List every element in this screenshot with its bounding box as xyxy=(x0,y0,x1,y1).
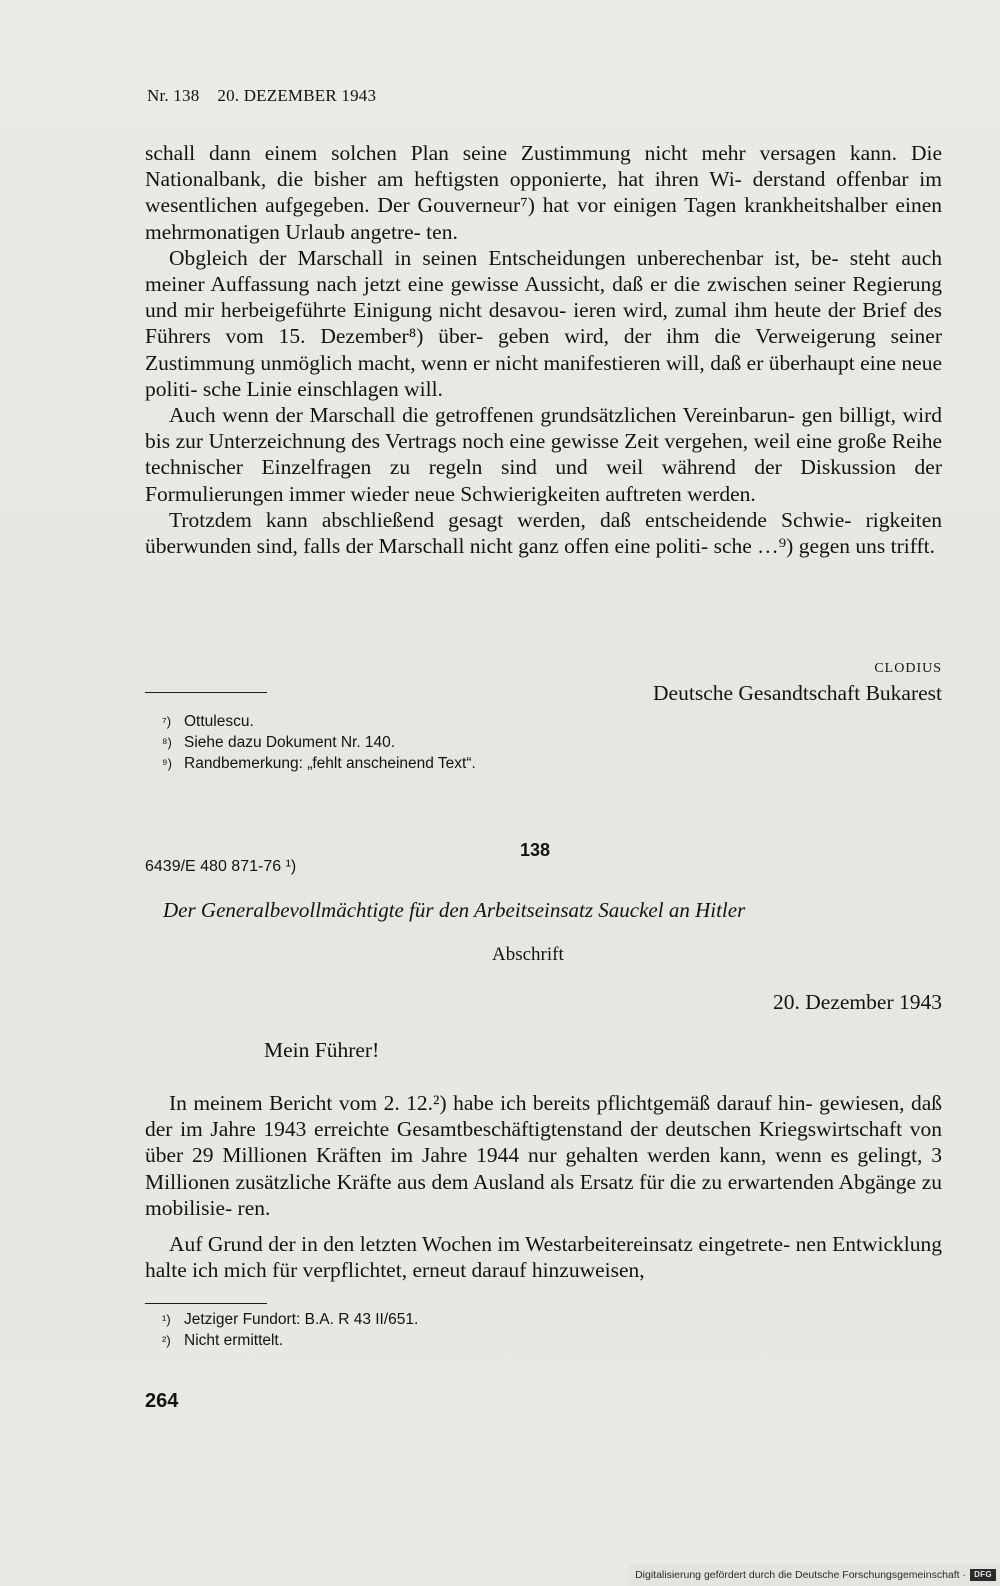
copy-label: Abschrift xyxy=(492,944,564,965)
footnote-text: Siehe dazu Dokument Nr. 140. xyxy=(184,734,396,751)
paragraph: Trotzdem kann abschließend gesagt werden, daß entscheidende Schwie- rigkeiten überwunden sind, falls der Marschall nicht ganz offen eine politi- sche …⁹) gegen uns trifft. xyxy=(145,507,942,559)
footnote xyxy=(162,1330,418,1351)
footnote-text: Nicht ermittelt. xyxy=(184,1332,284,1349)
salutation: Mein Führer! xyxy=(264,1038,380,1062)
footnote-text: Jetziger Fundort: B.A. R 43 II/651. xyxy=(184,1311,419,1328)
signature: CLODIUS xyxy=(874,661,942,676)
footnote-mark: ⁸) xyxy=(162,735,172,750)
page-number: 264 xyxy=(145,1390,179,1412)
archive-reference: 6439/E 480 871-76 ¹) xyxy=(145,858,297,875)
document-title: Der Generalbevollmächtigte für den Arbeitseinsatz Sauckel an Hitler xyxy=(163,898,746,922)
document-number: 138 xyxy=(520,840,551,860)
credit-text: Digitalisierung gefördert durch die Deutsche Forschungsgemeinschaft · xyxy=(635,1569,966,1581)
paragraph: In meinem Bericht vom 2. 12.²) habe ich bereits pflichtgemäß darauf hin- gewiesen, daß der im Jahre 1943 erreichte Gesamtbeschäftigtenstand der deutschen Kriegswirtschaft von über 29 Millionen Kräften im Jahre 1944 nur gehalten werden kann, wenn es gelingt, 3 Millionen zusätzliche Kräfte aus dem Ausland als Ersatz für die zu erwartenden Abgänge zu mobilisie- ren. xyxy=(145,1091,942,1220)
footnote-mark: ²) xyxy=(162,1333,171,1348)
footnote-text: Randbemerkung: „fehlt anscheinend Text“. xyxy=(184,755,476,772)
footnote-mark: ⁷) xyxy=(162,714,172,729)
footnote-mark: ¹) xyxy=(162,1312,171,1327)
paragraph: Obgleich der Marschall in seinen Entscheidungen unberechenbar ist, be- steht auch meiner Auffassung nach jetzt eine gewisse Aussicht, daß er die zwischen seiner Regierung und mir herbeigeführte Einigung nicht desavou- ieren wird, zumal ihm heute der Brief des Führers vom 15. Dezember⁸) über- geben wird, der ihm die Verweigerung seiner Zustimmung unmöglich macht, wenn er nicht manifestieren will, daß er überhaupt eine neue politi- sche Linie einschlagen will. xyxy=(145,245,942,401)
footnote xyxy=(162,1309,418,1330)
running-head xyxy=(147,86,376,106)
footnote-divider xyxy=(145,1303,267,1304)
legation-line: Deutsche Gesandtschaft Bukarest xyxy=(653,681,942,705)
document-body xyxy=(145,1090,942,1283)
header-doc-ref: Nr. 138 xyxy=(147,86,200,105)
paragraph: Auch wenn der Marschall die getroffenen grundsätzlichen Vereinbarun- gen billigt, wird bis zur Unterzeichnung des Vertrags noch eine gewisse Zeit vergehen, weil eine große Reihe technischer Einzelfragen zu regeln sind und weil während der Diskussion der Formulierungen immer wieder neue Schwierigkeiten auftreten werden. xyxy=(145,403,942,506)
previous-document-footnotes xyxy=(162,711,476,774)
footnote xyxy=(162,753,476,774)
footnote xyxy=(162,711,476,732)
previous-document-text xyxy=(145,140,942,559)
footnote xyxy=(162,732,476,753)
document-footnotes xyxy=(162,1309,418,1351)
footnote-text: Ottulescu. xyxy=(184,713,254,730)
footnote-divider xyxy=(145,692,267,693)
footnote-mark: ⁹) xyxy=(162,756,172,771)
paragraph: Auf Grund der in den letzten Wochen im Westarbeitereinsatz eingetrete- nen Entwicklung halte ich mich für verpflichtet, erneut darauf hinzuweisen, xyxy=(145,1232,942,1283)
paragraph: schall dann einem solchen Plan seine Zustimmung nicht mehr versagen kann. Die Nationalbank, die bisher am heftigsten opponierte, hat ihren Wi- derstand offenbar im wesentlichen aufgegeben. Der Gouverneur⁷) hat vor einigen Tagen krankheitshalber einen mehrmonatigen Urlaub angetre- ten. xyxy=(145,141,942,244)
header-date: 20. DEZEMBER 1943 xyxy=(217,86,377,105)
dfg-logo-icon: DFG xyxy=(970,1569,996,1581)
letter-date: 20. Dezember 1943 xyxy=(773,990,942,1014)
digitization-credit xyxy=(629,1564,1000,1586)
